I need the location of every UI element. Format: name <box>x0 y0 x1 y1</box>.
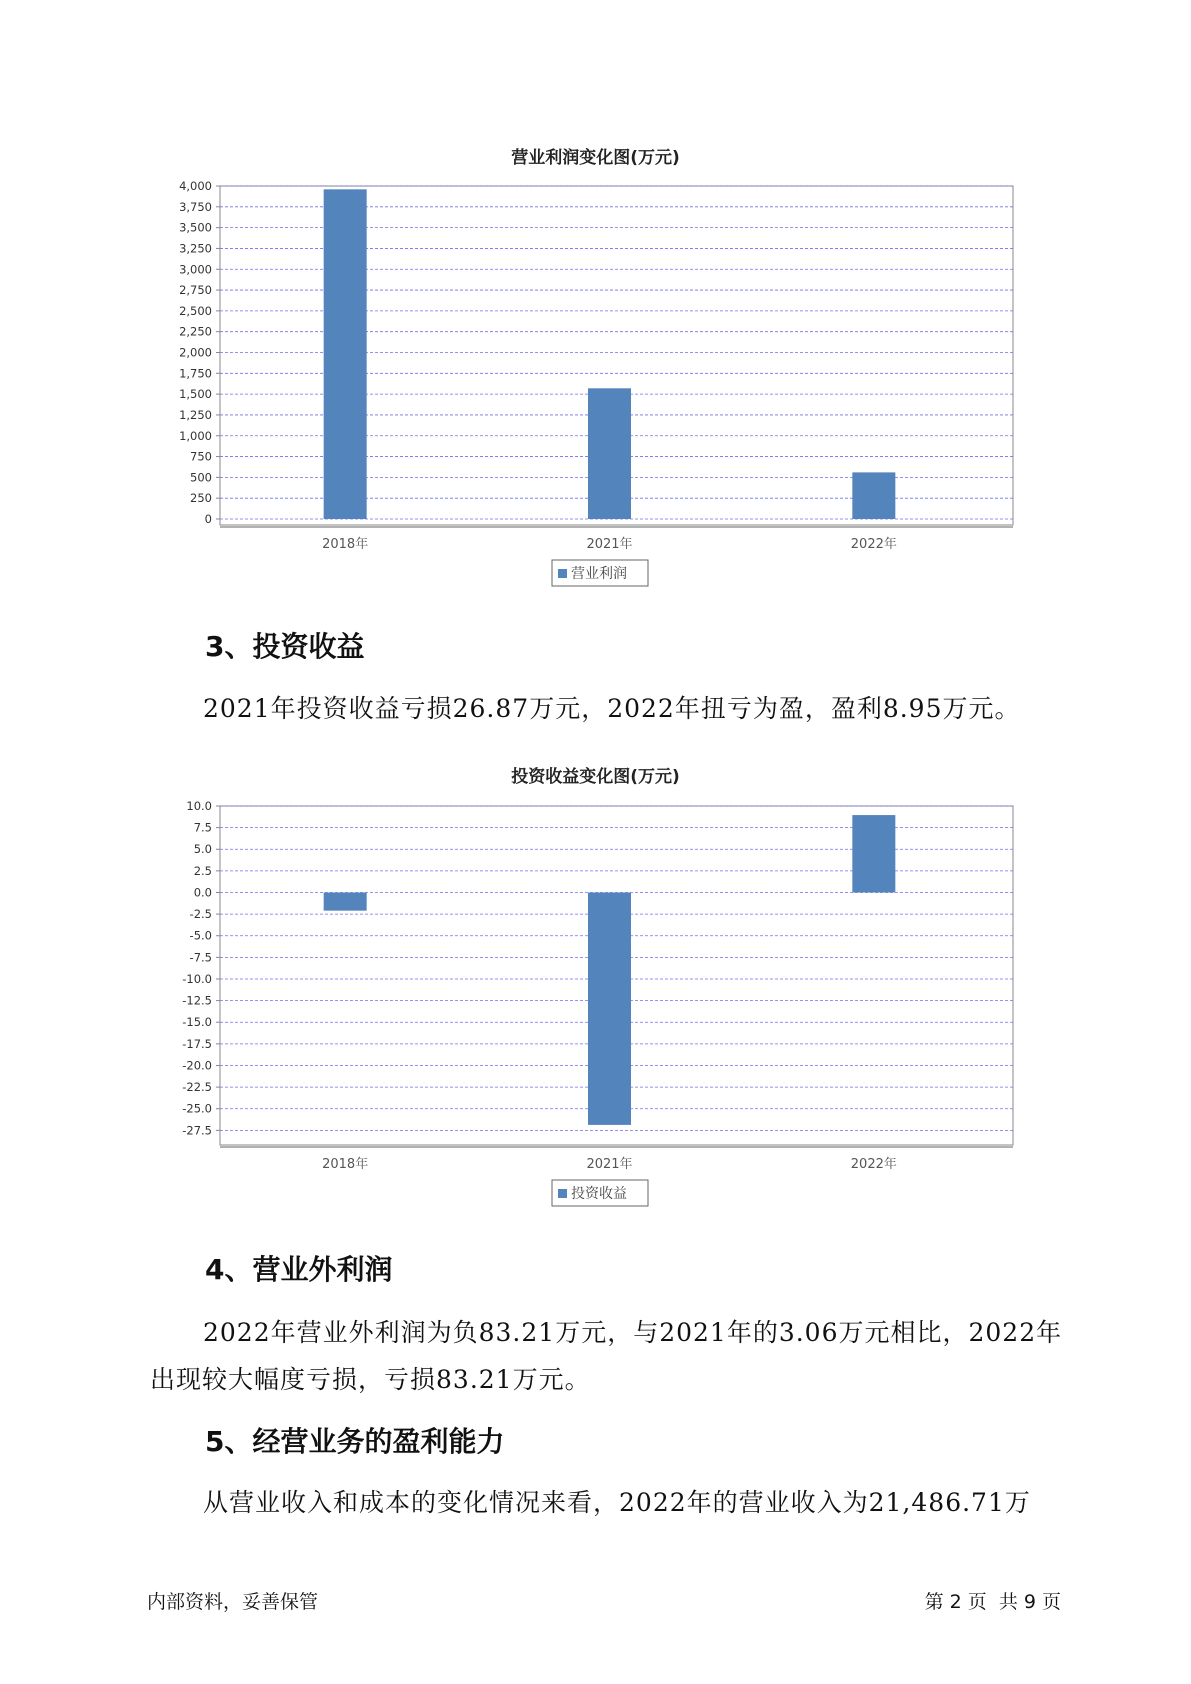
x-tick-label: 2021年 <box>586 537 633 552</box>
y-tick-label: 1,500 <box>179 387 212 402</box>
y-tick-label: 3,250 <box>179 241 212 256</box>
y-tick-label: 3,500 <box>179 220 212 235</box>
y-tick-label: -12.5 <box>182 993 212 1008</box>
legend-swatch <box>558 569 567 578</box>
legend-label: 投资收益 <box>571 1186 627 1202</box>
bar-2018年 <box>324 892 367 910</box>
chart-title-operating-profit: 营业利润变化图(万元) <box>511 148 680 168</box>
operating-profit-chart <box>0 180 1191 590</box>
y-tick-label: -17.5 <box>182 1036 212 1051</box>
footer-confidential-note: 内部资料，妥善保管 <box>147 1591 319 1613</box>
bar-2022年 <box>852 472 895 519</box>
y-tick-label: 4,000 <box>179 180 212 193</box>
y-tick-label: 250 <box>190 491 212 506</box>
y-tick-label: -15.0 <box>182 1015 212 1030</box>
y-tick-label: 2,250 <box>179 324 212 339</box>
y-tick-label: 7.5 <box>193 820 212 835</box>
y-tick-label: 3,750 <box>179 199 212 214</box>
section-5-paragraph: 从营业收入和成本的变化情况来看，2022年的营业收入为21,486.71万 <box>203 1488 1031 1517</box>
section-4-paragraph-line-1: 2022年营业外利润为负83.21万元，与2021年的3.06万元相比，2022年 <box>203 1318 1063 1347</box>
section-3-heading: 3、投资收益 <box>205 630 365 663</box>
y-tick-label: 0 <box>204 512 212 526</box>
y-tick-label: 2,500 <box>179 303 212 318</box>
y-tick-label: 5.0 <box>193 842 212 857</box>
y-tick-label: 2,000 <box>179 345 212 360</box>
footer-page-number: 第 2 页 共 9 页 <box>924 1591 1061 1613</box>
y-tick-label: -7.5 <box>189 950 212 965</box>
legend-label: 营业利润 <box>571 566 627 582</box>
y-tick-label: 3,000 <box>179 262 212 277</box>
section-4-heading: 4、营业外利润 <box>205 1253 393 1286</box>
y-tick-label: 1,250 <box>179 407 212 422</box>
y-tick-label: -10.0 <box>182 971 212 986</box>
x-tick-label: 2021年 <box>586 1157 633 1172</box>
y-tick-label: -2.5 <box>189 907 212 922</box>
y-tick-label: 10.0 <box>186 800 212 813</box>
x-tick-label: 2018年 <box>322 1157 369 1172</box>
y-tick-label: 2,750 <box>179 283 212 298</box>
y-tick-label: -25.0 <box>182 1101 212 1116</box>
y-tick-label: 1,000 <box>179 428 212 443</box>
section-3-paragraph: 2021年投资收益亏损26.87万元，2022年扭亏为盈，盈利8.95万元。 <box>203 694 1021 723</box>
section-4-paragraph-line-2: 出现较大幅度亏损，亏损83.21万元。 <box>150 1365 591 1394</box>
bar-2022年 <box>852 815 895 892</box>
y-tick-label: 2.5 <box>193 863 212 878</box>
bar-2021年 <box>588 388 631 519</box>
legend-swatch <box>558 1189 567 1198</box>
y-tick-label: 1,750 <box>179 366 212 381</box>
section-5-heading: 5、经营业务的盈利能力 <box>205 1425 505 1458</box>
x-tick-label: 2022年 <box>850 1157 897 1172</box>
y-tick-label: -27.5 <box>182 1123 212 1138</box>
bar-2018年 <box>324 189 367 519</box>
y-tick-label: -22.5 <box>182 1080 212 1095</box>
y-tick-label: 750 <box>190 449 212 464</box>
x-tick-label: 2018年 <box>322 537 369 552</box>
y-tick-label: 500 <box>190 470 212 485</box>
chart-title-investment-income: 投资收益变化图(万元) <box>511 767 680 787</box>
y-tick-label: -20.0 <box>182 1058 212 1073</box>
bar-2021年 <box>588 892 631 1124</box>
y-tick-label: -5.0 <box>189 928 212 943</box>
investment-income-chart <box>0 800 1191 1210</box>
x-tick-label: 2022年 <box>850 537 897 552</box>
y-tick-label: 0.0 <box>193 885 212 900</box>
